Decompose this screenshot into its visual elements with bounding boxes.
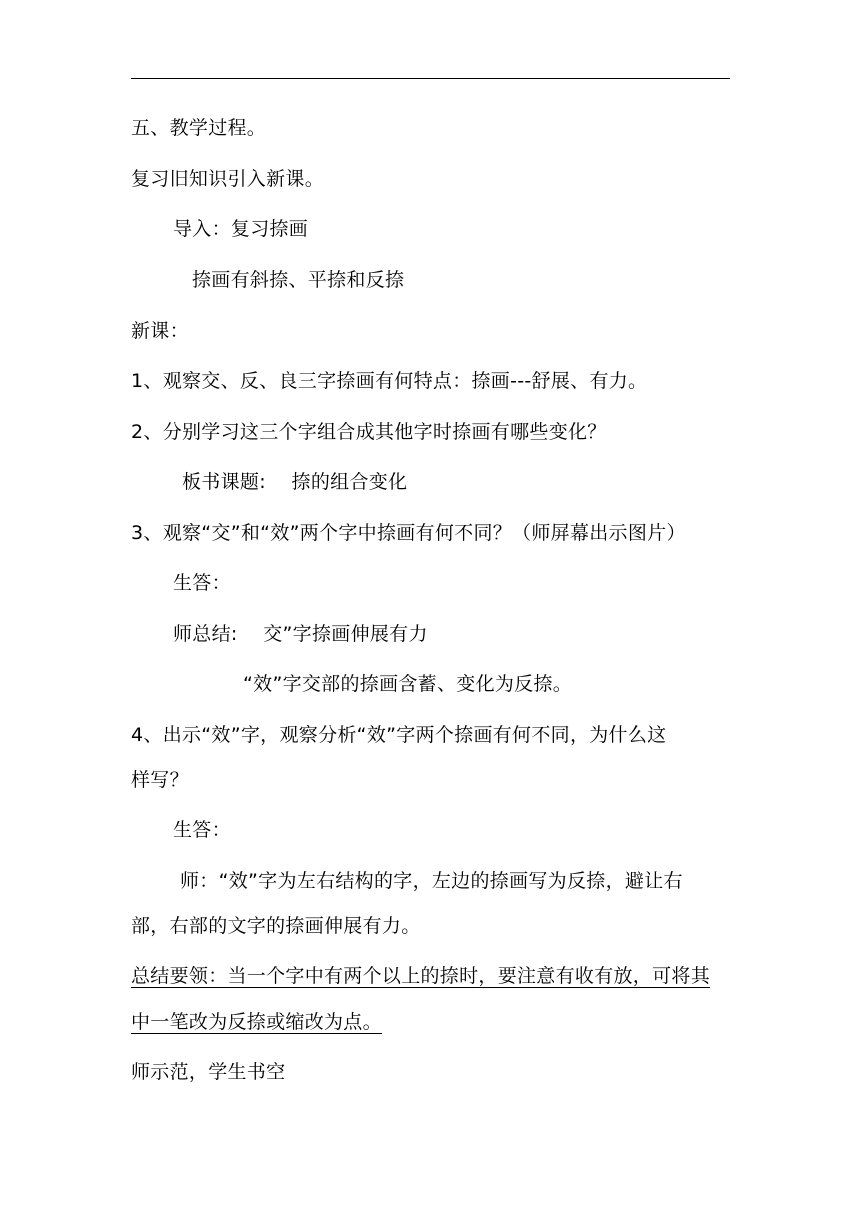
step-3: 3、观察“交”和“效”两个字中捺画有何不同？（师屏幕出示图片）	[131, 522, 686, 544]
section-heading: 五、教学过程。	[131, 117, 267, 139]
key-points-cont: 中一笔改为反捺或缩改为点。	[131, 1011, 382, 1033]
header-rule	[131, 78, 730, 79]
new-lesson-label: 新课：	[131, 320, 189, 342]
step-4-cont: 样写？	[131, 769, 189, 791]
demonstration: 师示范，学生书空	[131, 1061, 286, 1083]
review-intro: 复习旧知识引入新课。	[131, 168, 325, 190]
teacher-explanation-cont: 部，右部的文字的捺画伸展有力。	[131, 915, 421, 937]
key-points: 总结要领：当一个字中有两个以上的捺时，要注意有收有放，可将其	[131, 965, 711, 987]
lead-in: 导入：复习捺画	[173, 218, 309, 240]
teacher-summary-cont: “效”字交部的捺画含蓄、变化为反捺。	[243, 673, 573, 695]
step-2: 2、分别学习这三个字组合成其他字时捺画有哪些变化？	[131, 421, 607, 443]
student-answer-2: 生答：	[173, 819, 231, 841]
teacher-explanation: 师：“效”字为左右结构的字，左边的捺画写为反捺，避让右	[180, 870, 683, 892]
step-1: 1、观察交、反、良三字捺画有何特点：捺画---舒展、有力。	[131, 370, 648, 392]
board-title: 板书课题: 捺的组合变化	[182, 471, 408, 493]
teacher-summary: 师总结: 交”字捺画伸展有力	[173, 623, 428, 645]
student-answer-1: 生答：	[173, 572, 231, 594]
step-4: 4、出示“效”字，观察分析“效”字两个捺画有何不同，为什么这	[131, 724, 667, 746]
stroke-types: 捺画有斜捺、平捺和反捺	[192, 269, 405, 291]
